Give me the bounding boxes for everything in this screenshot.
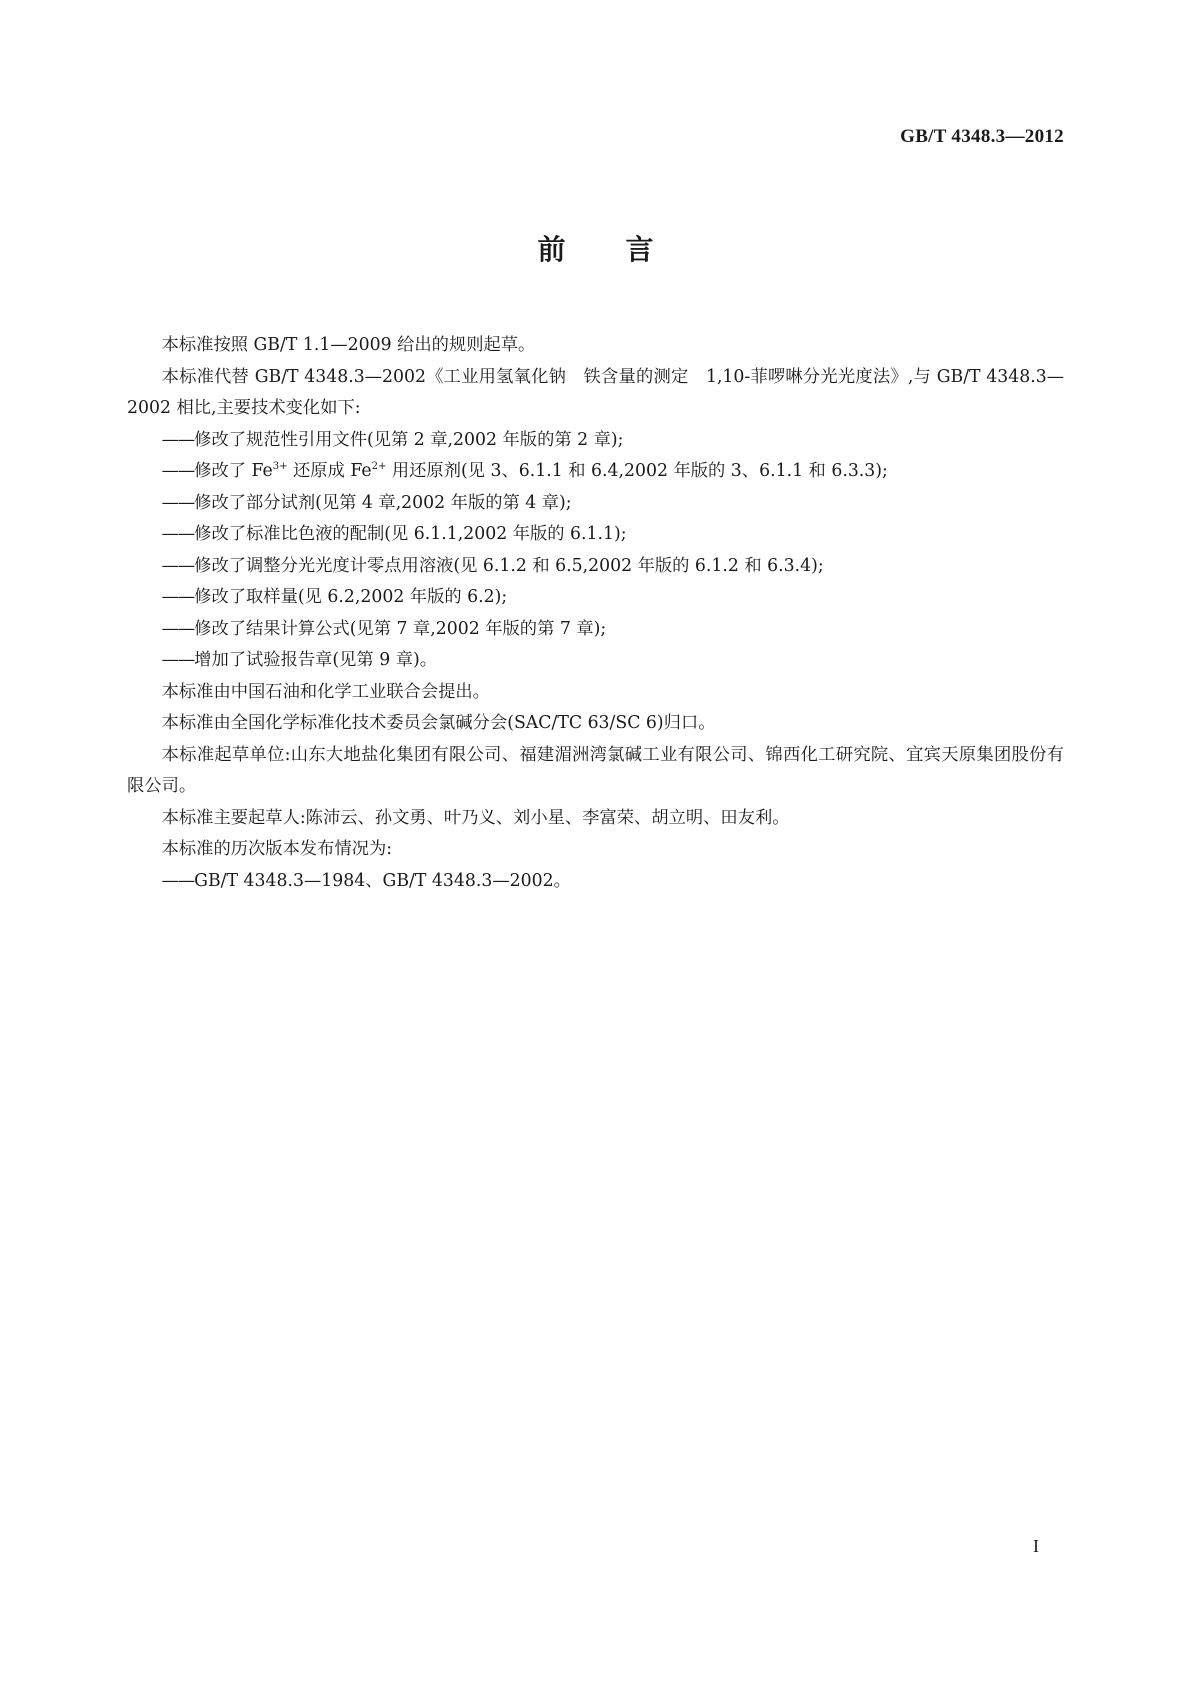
dash-marker: —— [161, 650, 195, 670]
page-number: I [1033, 1536, 1039, 1556]
change-item-5: ——修改了调整分光光度计零点用溶液(见 6.1.2 和 6.5,2002 年版的 6.1.2 和 6.3.4); [161, 555, 824, 576]
superscript-fe2: 2+ [371, 461, 387, 472]
dash-marker: —— [161, 870, 195, 891]
drafters-paragraph: 本标准主要起草人:陈沛云、孙文勇、叶乃义、刘小星、李富荣、胡立明、田友利。 [161, 807, 790, 828]
drafting-units-paragraph: 本标准起草单位:山东大地盐化集团有限公司、福建湄洲湾氯碱工业有限公司、锦西化工研究院、宜宾天原集团股份有限公司。 [127, 744, 1064, 796]
history-intro-paragraph: 本标准的历次版本发布情况为: [161, 839, 393, 859]
change-item-8: ——增加了试验报告章(见第 9 章)。 [161, 650, 437, 670]
intro-paragraph-1: 本标准按照 GB/T 1.1—2009 给出的规则起草。 [161, 335, 536, 355]
dash-marker: —— [161, 587, 195, 607]
change-item-4: ——修改了标准比色液的配制(见 6.1.1,2002 年版的 6.1.1); [161, 524, 627, 544]
dash-marker: —— [161, 555, 195, 576]
history-item: ——GB/T 4348.3—1984、GB/T 4348.3—2002。 [161, 870, 571, 891]
centralized-paragraph: 本标准由全国化学标准化技术委员会氯碱分会(SAC/TC 63/SC 6)归口。 [161, 713, 716, 733]
intro-paragraph-2: 本标准代替 GB/T 4348.3—2002《工业用氢氧化钠 铁含量的测定 1,10-菲啰啉分光光度法》,与 GB/T 4348.3—2002 相比,主要技术变化如下: [127, 366, 1064, 418]
dash-marker: —— [161, 461, 195, 481]
change-item-1: ——修改了规范性引用文件(见第 2 章,2002 年版的第 2 章); [161, 429, 624, 450]
proposer-paragraph: 本标准由中国石油和化学工业联合会提出。 [161, 681, 490, 702]
superscript-fe3: 3+ [272, 461, 288, 472]
dash-marker: —— [161, 429, 195, 450]
foreword-body [127, 330, 1064, 897]
dash-marker: —— [161, 492, 195, 513]
change-item-3: ——修改了部分试剂(见第 4 章,2002 年版的第 4 章); [161, 492, 572, 513]
change-item-6: ——修改了取样量(见 6.2,2002 年版的 6.2); [161, 587, 508, 607]
change-item-7: ——修改了结果计算公式(见第 7 章,2002 年版的第 7 章); [161, 618, 607, 639]
standard-code: GB/T 4348.3—2012 [900, 126, 1064, 147]
change-item-2: ——修改了 $Fe^{3+}$ 还原成 $Fe^{2+}$ 用还原剂(见 3、6.1.1 和 6.4,2002 年版的 3、6.1.1 和 6.3.3); [161, 461, 888, 481]
dash-marker: —— [161, 618, 195, 639]
dash-marker: —— [161, 524, 195, 544]
page-title: 前言 [537, 233, 714, 266]
